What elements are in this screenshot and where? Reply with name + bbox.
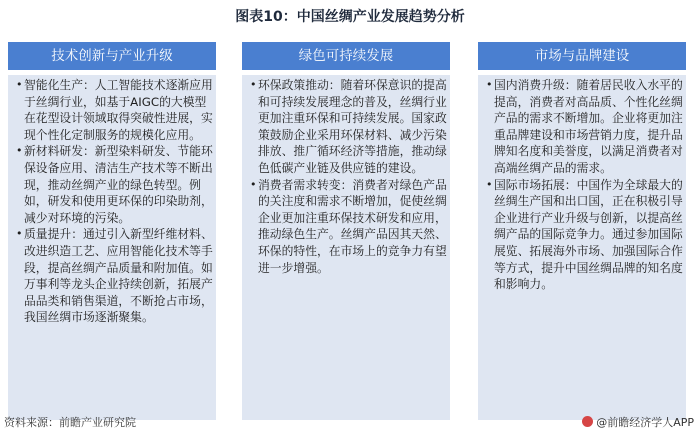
list-item bbox=[486, 77, 684, 177]
list-item bbox=[250, 77, 448, 177]
column-body bbox=[478, 75, 686, 420]
bullet-icon: • bbox=[250, 78, 257, 91]
bullet-icon: • bbox=[16, 78, 23, 91]
bullet-icon: • bbox=[486, 78, 493, 91]
bullet-icon: • bbox=[486, 177, 493, 191]
column-header: 市场与品牌建设 bbox=[478, 42, 686, 70]
column-header: 绿色可持续发展 bbox=[242, 42, 450, 70]
item-text: 新材料研发：新型染料研发、节能环保设备应用、清洁生产技术等不断出现，推动丝绸产业的绿色转型。例如，研发和使用更环保的印染助剂，减少对环境的污染。 bbox=[24, 144, 213, 225]
list-item bbox=[16, 226, 214, 326]
item-text: 智能化生产：人工智能技术逐渐应用于丝绸行业，如基于AIGC的大模型在花型设计领域取得突破性进展，实现个性化定制服务的规模化应用。 bbox=[24, 78, 213, 142]
brand-logo-icon bbox=[582, 416, 593, 427]
bullet-icon: • bbox=[16, 144, 23, 158]
list-item bbox=[250, 177, 448, 277]
item-text: 消费者需求转变：消费者对绿色产品的关注度和需求不断增加，促使丝绸企业更加注重环保技术研发和应用，推动绿色生产。丝绸产品因其天然、环保的特性，在市场上的竞争力有望进一步增强。 bbox=[258, 177, 447, 275]
column-body bbox=[8, 75, 216, 420]
brand-text: @前瞻经济学人APP bbox=[596, 416, 694, 429]
source-note: 资料来源：前瞻产业研究院 bbox=[4, 416, 136, 429]
item-text: 质量提升：通过引入新型纤维材料、改进织造工艺、应用智能化技术等手段，提高丝绸产品质量和附加值。如万事利等龙头企业持续创新，拓展产品品类和销售渠道，不断抢占市场，我国丝绸市场逐渐聚集。 bbox=[24, 227, 213, 325]
list-item bbox=[486, 177, 684, 293]
item-text: 国内消费升级：随着居民收入水平的提高，消费者对高品质、个性化丝绸产品的需求不断增加。企业将更加注重品牌建设和市场营销力度，提升品牌知名度和美誉度，以满足消费者对高端丝绸产品的需求。 bbox=[494, 78, 683, 175]
chart-title: 图表10：中国丝绸产业发展趋势分析 bbox=[235, 9, 465, 25]
brand-credit bbox=[582, 414, 694, 430]
list-item bbox=[16, 143, 214, 226]
item-text: 国际市场拓展：中国作为全球最大的丝绸生产国和出口国，正在积极引导企业进行产业升级与创新，以提高丝绸产品的国际竞争力。通过参加国际展览、拓展海外市场、加强国际合作等方式，提升中国丝绸品牌的知名度和影响力。 bbox=[494, 177, 683, 292]
item-text: 环保政策推动：随着环保意识的提高和可持续发展理念的普及，丝绸行业更加注重环保和可持续发展。国家政策鼓励企业采用环保材料、减少污染排放、推广循环经济等措施，推动绿色低碳产业链及供应链的建设。 bbox=[258, 78, 447, 175]
column-green-sustainable bbox=[242, 42, 450, 420]
column-header: 技术创新与产业升级 bbox=[8, 42, 216, 70]
column-tech-innovation bbox=[8, 42, 216, 420]
column-body bbox=[242, 75, 450, 420]
list-item bbox=[16, 77, 214, 143]
bullet-icon: • bbox=[16, 227, 23, 241]
bullet-icon: • bbox=[250, 177, 257, 191]
column-market-brand bbox=[478, 42, 686, 420]
